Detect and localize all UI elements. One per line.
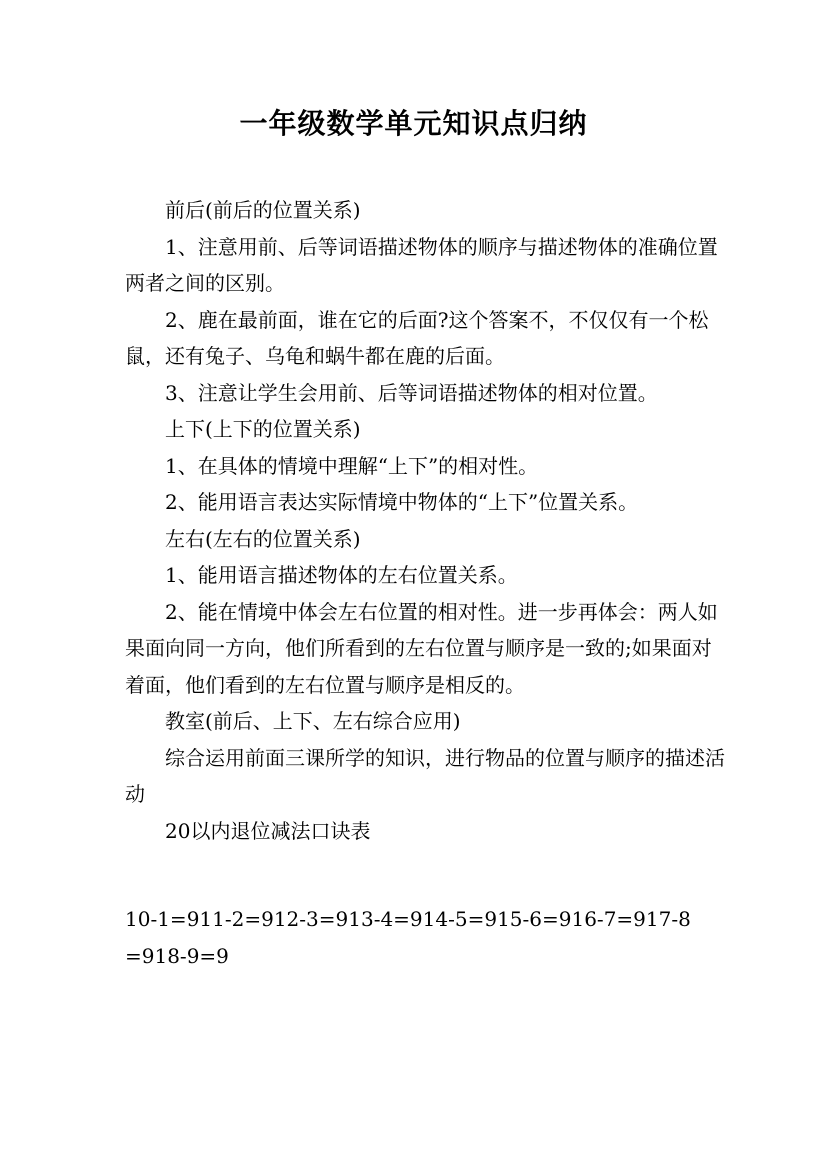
section-heading-subtraction-table: 20以内退位减法口诀表 bbox=[165, 818, 371, 843]
paragraph: 3、注意让学生会用前、后等词语描述物体的相对位置。 bbox=[165, 380, 658, 405]
section-heading-classroom: 教室(前后、上下、左右综合应用) bbox=[165, 709, 461, 733]
spacer bbox=[125, 849, 725, 901]
paragraph: 1、注意用前、后等词语描述物体的顺序与描述物体的准确位置两者之间的区别。 bbox=[125, 234, 718, 295]
subtraction-formula: 10-1=911-2=912-3=913-4=914-5=915-6=916-7=917-8=918-9=9 bbox=[125, 907, 691, 968]
section-heading-front-back: 前后(前后的位置关系) bbox=[165, 198, 361, 222]
paragraph: 1、能用语言描述物体的左右位置关系。 bbox=[165, 563, 518, 587]
paragraph: 2、能在情境中体会左右位置的相对性。进一步再体会：两人如果面向同一方向，他们所看到的左右位置与顺序是一致的;如果面对着面，他们看到的左右位置与顺序是相反的。 bbox=[125, 599, 718, 697]
paragraph: 1、在具体的情境中理解“上下”的相对性。 bbox=[165, 453, 539, 478]
paragraph: 综合运用前面三课所学的知识，进行物品的位置与顺序的描述活动 bbox=[125, 745, 725, 806]
document-body bbox=[125, 192, 725, 974]
section-heading-left-right: 左右(左右的位置关系) bbox=[165, 526, 361, 551]
paragraph: 2、能用语言表达实际情境中物体的“上下”位置关系。 bbox=[165, 490, 639, 514]
paragraph: 2、鹿在最前面，谁在它的后面?这个答案不，不仅仅有一个松鼠，还有兔子、乌龟和蜗牛都在鹿的后面。 bbox=[125, 307, 709, 368]
document-title: 一年级数学单元知识点归纳 bbox=[239, 107, 588, 140]
section-heading-up-down: 上下(上下的位置关系) bbox=[165, 417, 361, 441]
